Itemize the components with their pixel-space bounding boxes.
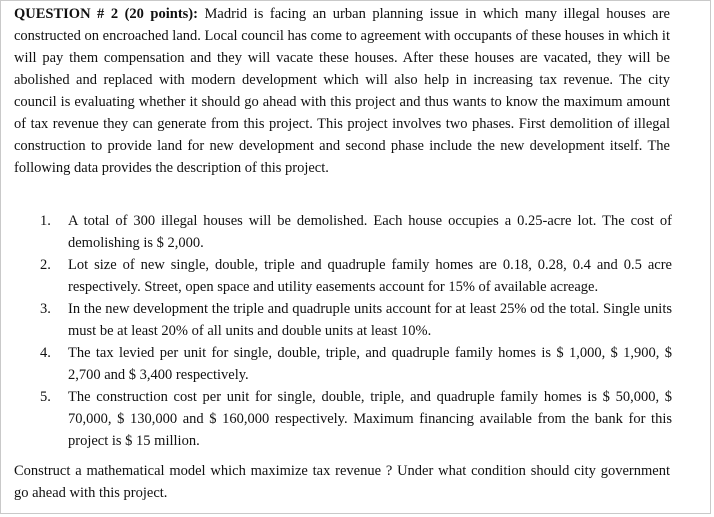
question-heading: QUESTION # 2 (20 points): [14, 6, 198, 22]
question-closing: Construct a mathematical model which maximize tax revenue ? Under what condition should city government go ahead with this project. [14, 463, 670, 501]
requirements-list [40, 210, 672, 452]
question-intro [14, 3, 670, 179]
list-item [40, 342, 672, 386]
list-item-number: 5. [40, 389, 51, 405]
list-item-text: The construction cost per unit for single, double, triple, and quadruple family homes is $ 50,000, $ 70,000, $ 130,000 and $ 160,000 respectively. Maximum financing available from the bank for this project is $ 15 million. [68, 389, 672, 449]
list-item [40, 298, 672, 342]
list-item-text: Lot size of new single, double, triple and quadruple family homes are 0.18, 0.28, 0.4 and 0.5 acre respectively. Street, open space and utility easements account for 15% of available acreage. [68, 257, 672, 295]
list-item-text: A total of 300 illegal houses will be demolished. Each house occupies a 0.25-acre lot. The cost of demolishing is $ 2,000. [68, 213, 672, 251]
list-item-text: In the new development the triple and quadruple units account for at least 25% od the total. Single units must be at least 20% of all units and double units at least 10%. [68, 301, 672, 339]
list-item [40, 386, 672, 452]
question-intro-text: Madrid is facing an urban planning issue in which many illegal houses are constructed on encroached land. Local council has come to agreement with occupants of these houses in which it will pay them compensation and they will vacate these houses. After these houses are vacated, they will be abolished and replaced with modern development which will also help in increasing tax revenue. The city council is evaluating whether it should go ahead with this project and thus wants to know the maximum amount of tax revenue they can generate from this project. This project involves two phases. First demolition of illegal construction to provide land for new development and second phase include the new development itself. The following data provides the description of this project. [14, 6, 670, 176]
list-item-number: 3. [40, 301, 51, 317]
list-item [40, 254, 672, 298]
list-item-number: 4. [40, 345, 51, 361]
list-item-number: 1. [40, 213, 51, 229]
list-item-number: 2. [40, 257, 51, 273]
list-item [40, 210, 672, 254]
list-item-text: The tax levied per unit for single, double, triple, and quadruple family homes is $ 1,000, $ 1,900, $ 2,700 and $ 3,400 respectively. [68, 345, 672, 383]
